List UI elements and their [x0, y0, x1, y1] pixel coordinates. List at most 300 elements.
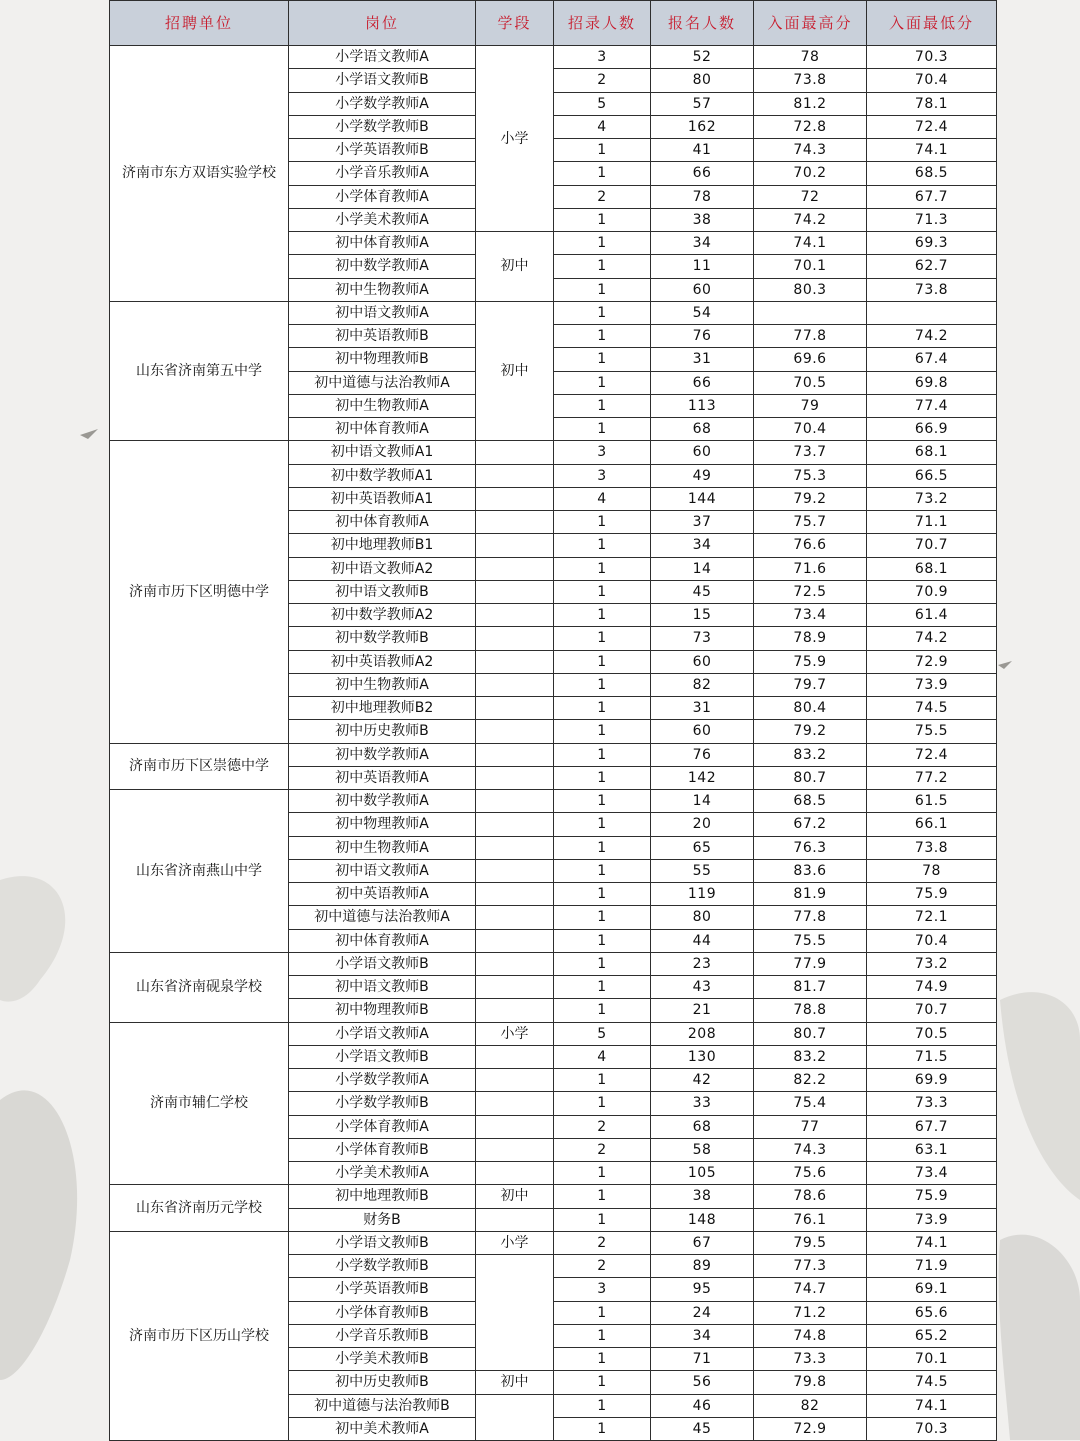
recruit-count-cell: 3	[554, 1278, 651, 1301]
max-score-cell: 78	[754, 46, 867, 69]
applicant-count-cell: 45	[651, 1417, 754, 1440]
col-header-max-score: 入面最高分	[754, 1, 867, 46]
post-cell: 初中生物教师A	[289, 278, 476, 301]
table-row	[110, 952, 997, 975]
stage-cell-empty	[476, 790, 554, 813]
post-cell: 初中英语教师B	[289, 325, 476, 348]
unit-name-cell: 济南市历下区历山学校	[110, 1231, 289, 1440]
max-score-cell: 74.1	[754, 232, 867, 255]
applicant-count-cell: 20	[651, 813, 754, 836]
recruit-count-cell: 1	[554, 255, 651, 278]
min-score-cell: 75.9	[867, 883, 997, 906]
max-score-cell: 72	[754, 185, 867, 208]
min-score-cell: 73.8	[867, 278, 997, 301]
min-score-cell: 70.5	[867, 1022, 997, 1045]
min-score-cell: 70.7	[867, 999, 997, 1022]
min-score-cell: 73.8	[867, 836, 997, 859]
max-score-cell: 83.2	[754, 1045, 867, 1068]
max-score-cell: 72.5	[754, 580, 867, 603]
recruit-count-cell: 2	[554, 1138, 651, 1161]
applicant-count-cell: 142	[651, 766, 754, 789]
recruit-count-cell: 1	[554, 139, 651, 162]
recruit-count-cell: 1	[554, 743, 651, 766]
applicant-count-cell: 49	[651, 464, 754, 487]
post-cell: 小学语文教师A	[289, 46, 476, 69]
post-cell: 初中体育教师A	[289, 511, 476, 534]
unit-name-cell: 济南市东方双语实验学校	[110, 46, 289, 302]
min-score-cell: 67.4	[867, 348, 997, 371]
min-score-cell: 73.2	[867, 487, 997, 510]
applicant-count-cell: 60	[651, 650, 754, 673]
recruit-count-cell: 1	[554, 650, 651, 673]
stage-cell-empty	[476, 906, 554, 929]
recruit-count-cell: 3	[554, 464, 651, 487]
min-score-cell	[867, 301, 997, 324]
recruit-count-cell: 4	[554, 115, 651, 138]
applicant-count-cell: 44	[651, 929, 754, 952]
min-score-cell: 75.5	[867, 720, 997, 743]
post-cell: 初中数学教师B	[289, 627, 476, 650]
max-score-cell: 72.8	[754, 115, 867, 138]
recruit-count-cell: 1	[554, 813, 651, 836]
applicant-count-cell: 67	[651, 1231, 754, 1254]
stage-cell-empty	[476, 836, 554, 859]
applicant-count-cell: 31	[651, 697, 754, 720]
min-score-cell: 70.4	[867, 69, 997, 92]
applicant-count-cell: 68	[651, 1115, 754, 1138]
col-header-min-score: 入面最低分	[867, 1, 997, 46]
recruit-count-cell: 4	[554, 487, 651, 510]
post-cell: 初中道德与法治教师B	[289, 1394, 476, 1417]
max-score-cell: 71.2	[754, 1301, 867, 1324]
min-score-cell: 70.4	[867, 929, 997, 952]
post-cell: 财务B	[289, 1208, 476, 1231]
recruit-count-cell: 1	[554, 836, 651, 859]
applicant-count-cell: 56	[651, 1371, 754, 1394]
stage-cell: 初中	[476, 1371, 554, 1394]
max-score-cell: 79	[754, 394, 867, 417]
min-score-cell: 69.3	[867, 232, 997, 255]
applicant-count-cell: 65	[651, 836, 754, 859]
recruit-count-cell: 1	[554, 301, 651, 324]
applicant-count-cell: 119	[651, 883, 754, 906]
min-score-cell: 61.4	[867, 604, 997, 627]
post-cell: 初中地理教师B2	[289, 697, 476, 720]
applicant-count-cell: 95	[651, 1278, 754, 1301]
post-cell: 小学语文教师B	[289, 69, 476, 92]
recruit-count-cell: 1	[554, 697, 651, 720]
stage-cell-empty	[476, 766, 554, 789]
post-cell: 小学美术教师A	[289, 208, 476, 231]
post-cell: 小学英语教师B	[289, 1278, 476, 1301]
post-cell: 初中数学教师A	[289, 790, 476, 813]
max-score-cell: 75.3	[754, 464, 867, 487]
applicant-count-cell: 15	[651, 604, 754, 627]
applicant-count-cell: 66	[651, 371, 754, 394]
min-score-cell: 62.7	[867, 255, 997, 278]
max-score-cell: 78.6	[754, 1185, 867, 1208]
applicant-count-cell: 24	[651, 1301, 754, 1324]
table-row	[110, 1022, 997, 1045]
min-score-cell: 65.2	[867, 1324, 997, 1347]
recruit-count-cell: 1	[554, 511, 651, 534]
post-cell: 初中生物教师A	[289, 673, 476, 696]
max-score-cell: 74.7	[754, 1278, 867, 1301]
post-cell: 初中语文教师A	[289, 301, 476, 324]
max-score-cell: 71.6	[754, 557, 867, 580]
applicant-count-cell: 89	[651, 1255, 754, 1278]
stage-cell-empty	[476, 976, 554, 999]
applicant-count-cell: 34	[651, 232, 754, 255]
min-score-cell: 70.1	[867, 1348, 997, 1371]
post-cell: 小学体育教师B	[289, 1138, 476, 1161]
stage-cell-empty	[476, 1115, 554, 1138]
post-cell: 初中美术教师A	[289, 1417, 476, 1440]
stage-cell-empty	[476, 1162, 554, 1185]
min-score-cell: 73.4	[867, 1162, 997, 1185]
stage-cell-empty	[476, 1069, 554, 1092]
post-cell: 小学语文教师B	[289, 1045, 476, 1068]
applicant-count-cell: 46	[651, 1394, 754, 1417]
recruit-count-cell: 1	[554, 906, 651, 929]
max-score-cell: 75.5	[754, 929, 867, 952]
applicant-count-cell: 105	[651, 1162, 754, 1185]
table-row	[110, 46, 997, 69]
post-cell: 初中物理教师B	[289, 999, 476, 1022]
stage-cell-empty	[476, 673, 554, 696]
max-score-cell	[754, 301, 867, 324]
post-cell: 小学数学教师A	[289, 92, 476, 115]
post-cell: 小学数学教师B	[289, 115, 476, 138]
post-cell: 初中英语教师A	[289, 766, 476, 789]
post-cell: 小学音乐教师B	[289, 1324, 476, 1347]
applicant-count-cell: 66	[651, 162, 754, 185]
recruit-count-cell: 1	[554, 1348, 651, 1371]
max-score-cell: 80.4	[754, 697, 867, 720]
unit-name-cell: 济南市历下区崇德中学	[110, 743, 289, 790]
post-cell: 初中语文教师B	[289, 976, 476, 999]
min-score-cell: 73.9	[867, 673, 997, 696]
applicant-count-cell: 162	[651, 115, 754, 138]
recruit-count-cell: 1	[554, 278, 651, 301]
recruit-count-cell: 1	[554, 976, 651, 999]
max-score-cell: 79.8	[754, 1371, 867, 1394]
recruit-count-cell: 1	[554, 418, 651, 441]
post-cell: 小学体育教师A	[289, 185, 476, 208]
min-score-cell: 68.1	[867, 441, 997, 464]
post-cell: 初中历史教师B	[289, 720, 476, 743]
table-row	[110, 301, 997, 324]
recruit-count-cell: 2	[554, 1115, 651, 1138]
stage-cell	[476, 1394, 554, 1441]
min-score-cell: 77.2	[867, 766, 997, 789]
stage-cell-empty	[476, 859, 554, 882]
stage-cell-empty	[476, 557, 554, 580]
min-score-cell: 65.6	[867, 1301, 997, 1324]
min-score-cell: 73.3	[867, 1092, 997, 1115]
max-score-cell: 76.3	[754, 836, 867, 859]
max-score-cell: 80.7	[754, 1022, 867, 1045]
recruit-count-cell: 1	[554, 208, 651, 231]
max-score-cell: 77.3	[754, 1255, 867, 1278]
stage-cell: 初中	[476, 232, 554, 302]
max-score-cell: 70.5	[754, 371, 867, 394]
recruitment-results-table	[109, 0, 997, 1441]
stage-cell-empty	[476, 743, 554, 766]
stage-cell	[476, 1255, 554, 1371]
applicant-count-cell: 113	[651, 394, 754, 417]
min-score-cell: 66.5	[867, 464, 997, 487]
recruit-count-cell: 1	[554, 929, 651, 952]
min-score-cell: 73.9	[867, 1208, 997, 1231]
table-row	[110, 790, 997, 813]
recruit-count-cell: 1	[554, 999, 651, 1022]
min-score-cell: 72.4	[867, 743, 997, 766]
table-row	[110, 1231, 997, 1254]
stage-cell-empty	[476, 464, 554, 487]
post-cell: 初中英语教师A	[289, 883, 476, 906]
post-cell: 初中物理教师A	[289, 813, 476, 836]
recruit-count-cell: 4	[554, 1045, 651, 1068]
stage-cell-empty	[476, 720, 554, 743]
recruit-count-cell: 1	[554, 232, 651, 255]
applicant-count-cell: 60	[651, 720, 754, 743]
col-header-applicants: 报名人数	[651, 1, 754, 46]
max-score-cell: 73.3	[754, 1348, 867, 1371]
max-score-cell: 78.8	[754, 999, 867, 1022]
min-score-cell: 71.3	[867, 208, 997, 231]
max-score-cell: 75.7	[754, 511, 867, 534]
max-score-cell: 72.9	[754, 1417, 867, 1440]
post-cell: 初中英语教师A1	[289, 487, 476, 510]
recruit-count-cell: 2	[554, 185, 651, 208]
applicant-count-cell: 130	[651, 1045, 754, 1068]
post-cell: 初中体育教师A	[289, 418, 476, 441]
applicant-count-cell: 34	[651, 1324, 754, 1347]
applicant-count-cell: 34	[651, 534, 754, 557]
max-score-cell: 79.7	[754, 673, 867, 696]
post-cell: 小学体育教师B	[289, 1301, 476, 1324]
min-score-cell: 74.2	[867, 627, 997, 650]
max-score-cell: 74.2	[754, 208, 867, 231]
max-score-cell: 82	[754, 1394, 867, 1417]
min-score-cell: 74.2	[867, 325, 997, 348]
applicant-count-cell: 80	[651, 906, 754, 929]
min-score-cell: 72.9	[867, 650, 997, 673]
min-score-cell: 68.1	[867, 557, 997, 580]
min-score-cell: 72.4	[867, 115, 997, 138]
stage-cell-empty	[476, 952, 554, 975]
recruit-count-cell: 1	[554, 557, 651, 580]
max-score-cell: 77.8	[754, 906, 867, 929]
stage-cell-empty	[476, 999, 554, 1022]
max-score-cell: 74.3	[754, 139, 867, 162]
post-cell: 初中语文教师A2	[289, 557, 476, 580]
applicant-count-cell: 148	[651, 1208, 754, 1231]
recruit-count-cell: 1	[554, 859, 651, 882]
post-cell: 小学语文教师B	[289, 952, 476, 975]
applicant-count-cell: 78	[651, 185, 754, 208]
recruit-count-cell: 1	[554, 720, 651, 743]
recruit-count-cell: 1	[554, 1185, 651, 1208]
max-score-cell: 80.7	[754, 766, 867, 789]
recruit-count-cell: 1	[554, 534, 651, 557]
col-header-unit: 招聘单位	[110, 1, 289, 46]
recruit-count-cell: 5	[554, 92, 651, 115]
applicant-count-cell: 80	[651, 69, 754, 92]
applicant-count-cell: 71	[651, 1348, 754, 1371]
max-score-cell: 69.6	[754, 348, 867, 371]
applicant-count-cell: 14	[651, 790, 754, 813]
post-cell: 初中数学教师A	[289, 255, 476, 278]
recruit-count-cell: 3	[554, 46, 651, 69]
max-score-cell: 77.9	[754, 952, 867, 975]
min-score-cell: 75.9	[867, 1185, 997, 1208]
applicant-count-cell: 37	[651, 511, 754, 534]
applicant-count-cell: 14	[651, 557, 754, 580]
recruit-count-cell: 1	[554, 1162, 651, 1185]
stage-cell-empty	[476, 1045, 554, 1068]
applicant-count-cell: 41	[651, 139, 754, 162]
recruit-count-cell: 1	[554, 1301, 651, 1324]
stage-cell-empty	[476, 1092, 554, 1115]
min-score-cell: 74.5	[867, 697, 997, 720]
min-score-cell: 77.4	[867, 394, 997, 417]
recruit-count-cell: 1	[554, 371, 651, 394]
max-score-cell: 77.8	[754, 325, 867, 348]
max-score-cell: 83.2	[754, 743, 867, 766]
post-cell: 初中生物教师A	[289, 836, 476, 859]
applicant-count-cell: 58	[651, 1138, 754, 1161]
recruit-count-cell: 1	[554, 325, 651, 348]
min-score-cell: 72.1	[867, 906, 997, 929]
min-score-cell: 69.8	[867, 371, 997, 394]
table-row	[110, 441, 997, 464]
min-score-cell: 71.5	[867, 1045, 997, 1068]
min-score-cell: 69.9	[867, 1069, 997, 1092]
applicant-count-cell: 38	[651, 1185, 754, 1208]
stage-cell-empty	[476, 511, 554, 534]
max-score-cell: 73.7	[754, 441, 867, 464]
table-row	[110, 1185, 997, 1208]
recruit-count-cell: 1	[554, 1092, 651, 1115]
recruit-count-cell: 1	[554, 580, 651, 603]
recruit-count-cell: 1	[554, 348, 651, 371]
stage-cell-empty	[476, 813, 554, 836]
recruit-count-cell: 1	[554, 394, 651, 417]
max-score-cell: 82.2	[754, 1069, 867, 1092]
col-header-recruit: 招录人数	[554, 1, 651, 46]
recruit-count-cell: 1	[554, 1394, 651, 1417]
max-score-cell: 83.6	[754, 859, 867, 882]
applicant-count-cell: 11	[651, 255, 754, 278]
min-score-cell: 74.1	[867, 139, 997, 162]
recruit-count-cell: 1	[554, 604, 651, 627]
recruit-count-cell: 2	[554, 69, 651, 92]
stage-cell: 初中	[476, 1185, 554, 1208]
max-score-cell: 70.2	[754, 162, 867, 185]
stage-cell-empty	[476, 487, 554, 510]
unit-name-cell: 济南市历下区明德中学	[110, 441, 289, 743]
max-score-cell: 76.1	[754, 1208, 867, 1231]
post-cell: 小学音乐教师A	[289, 162, 476, 185]
post-cell: 初中体育教师A	[289, 232, 476, 255]
recruit-count-cell: 1	[554, 1208, 651, 1231]
post-cell: 初中物理教师B	[289, 348, 476, 371]
post-cell: 初中历史教师B	[289, 1371, 476, 1394]
recruit-count-cell: 3	[554, 441, 651, 464]
applicant-count-cell: 60	[651, 441, 754, 464]
applicant-count-cell: 21	[651, 999, 754, 1022]
min-score-cell: 71.9	[867, 1255, 997, 1278]
post-cell: 小学语文教师B	[289, 1231, 476, 1254]
min-score-cell: 70.7	[867, 534, 997, 557]
post-cell: 初中数学教师A2	[289, 604, 476, 627]
max-score-cell: 70.4	[754, 418, 867, 441]
recruit-count-cell: 1	[554, 627, 651, 650]
max-score-cell: 75.4	[754, 1092, 867, 1115]
max-score-cell: 80.3	[754, 278, 867, 301]
post-cell: 初中数学教师A1	[289, 464, 476, 487]
post-cell: 初中地理教师B1	[289, 534, 476, 557]
min-score-cell: 78	[867, 859, 997, 882]
max-score-cell: 74.8	[754, 1324, 867, 1347]
max-score-cell: 81.7	[754, 976, 867, 999]
unit-name-cell: 山东省济南第五中学	[110, 301, 289, 441]
max-score-cell: 73.8	[754, 69, 867, 92]
min-score-cell: 63.1	[867, 1138, 997, 1161]
stage-cell-empty	[476, 650, 554, 673]
recruit-count-cell: 1	[554, 766, 651, 789]
max-score-cell: 79.2	[754, 487, 867, 510]
post-cell: 小学美术教师A	[289, 1162, 476, 1185]
max-score-cell: 77	[754, 1115, 867, 1138]
post-cell: 初中生物教师A	[289, 394, 476, 417]
applicant-count-cell: 54	[651, 301, 754, 324]
post-cell: 初中数学教师A	[289, 743, 476, 766]
applicant-count-cell: 43	[651, 976, 754, 999]
post-cell: 小学语文教师A	[289, 1022, 476, 1045]
stage-cell-empty	[476, 627, 554, 650]
stage-cell-empty	[476, 929, 554, 952]
recruit-count-cell: 1	[554, 790, 651, 813]
post-cell: 小学数学教师A	[289, 1069, 476, 1092]
stage-cell: 初中	[476, 301, 554, 441]
post-cell: 初中英语教师A2	[289, 650, 476, 673]
min-score-cell: 71.1	[867, 511, 997, 534]
applicant-count-cell: 76	[651, 743, 754, 766]
applicant-count-cell: 55	[651, 859, 754, 882]
stage-cell: 小学	[476, 46, 554, 232]
min-score-cell: 78.1	[867, 92, 997, 115]
post-cell: 初中语文教师A	[289, 859, 476, 882]
max-score-cell: 75.9	[754, 650, 867, 673]
stage-cell-empty	[476, 441, 554, 464]
min-score-cell: 70.3	[867, 46, 997, 69]
applicant-count-cell: 73	[651, 627, 754, 650]
max-score-cell: 81.2	[754, 92, 867, 115]
applicant-count-cell: 31	[651, 348, 754, 371]
min-score-cell: 70.3	[867, 1417, 997, 1440]
applicant-count-cell: 60	[651, 278, 754, 301]
recruit-count-cell: 1	[554, 1324, 651, 1347]
min-score-cell: 73.2	[867, 952, 997, 975]
unit-name-cell: 山东省济南历元学校	[110, 1185, 289, 1232]
recruit-count-cell: 1	[554, 1417, 651, 1440]
recruit-count-cell: 1	[554, 883, 651, 906]
min-score-cell: 74.1	[867, 1394, 997, 1417]
max-score-cell: 79.5	[754, 1231, 867, 1254]
